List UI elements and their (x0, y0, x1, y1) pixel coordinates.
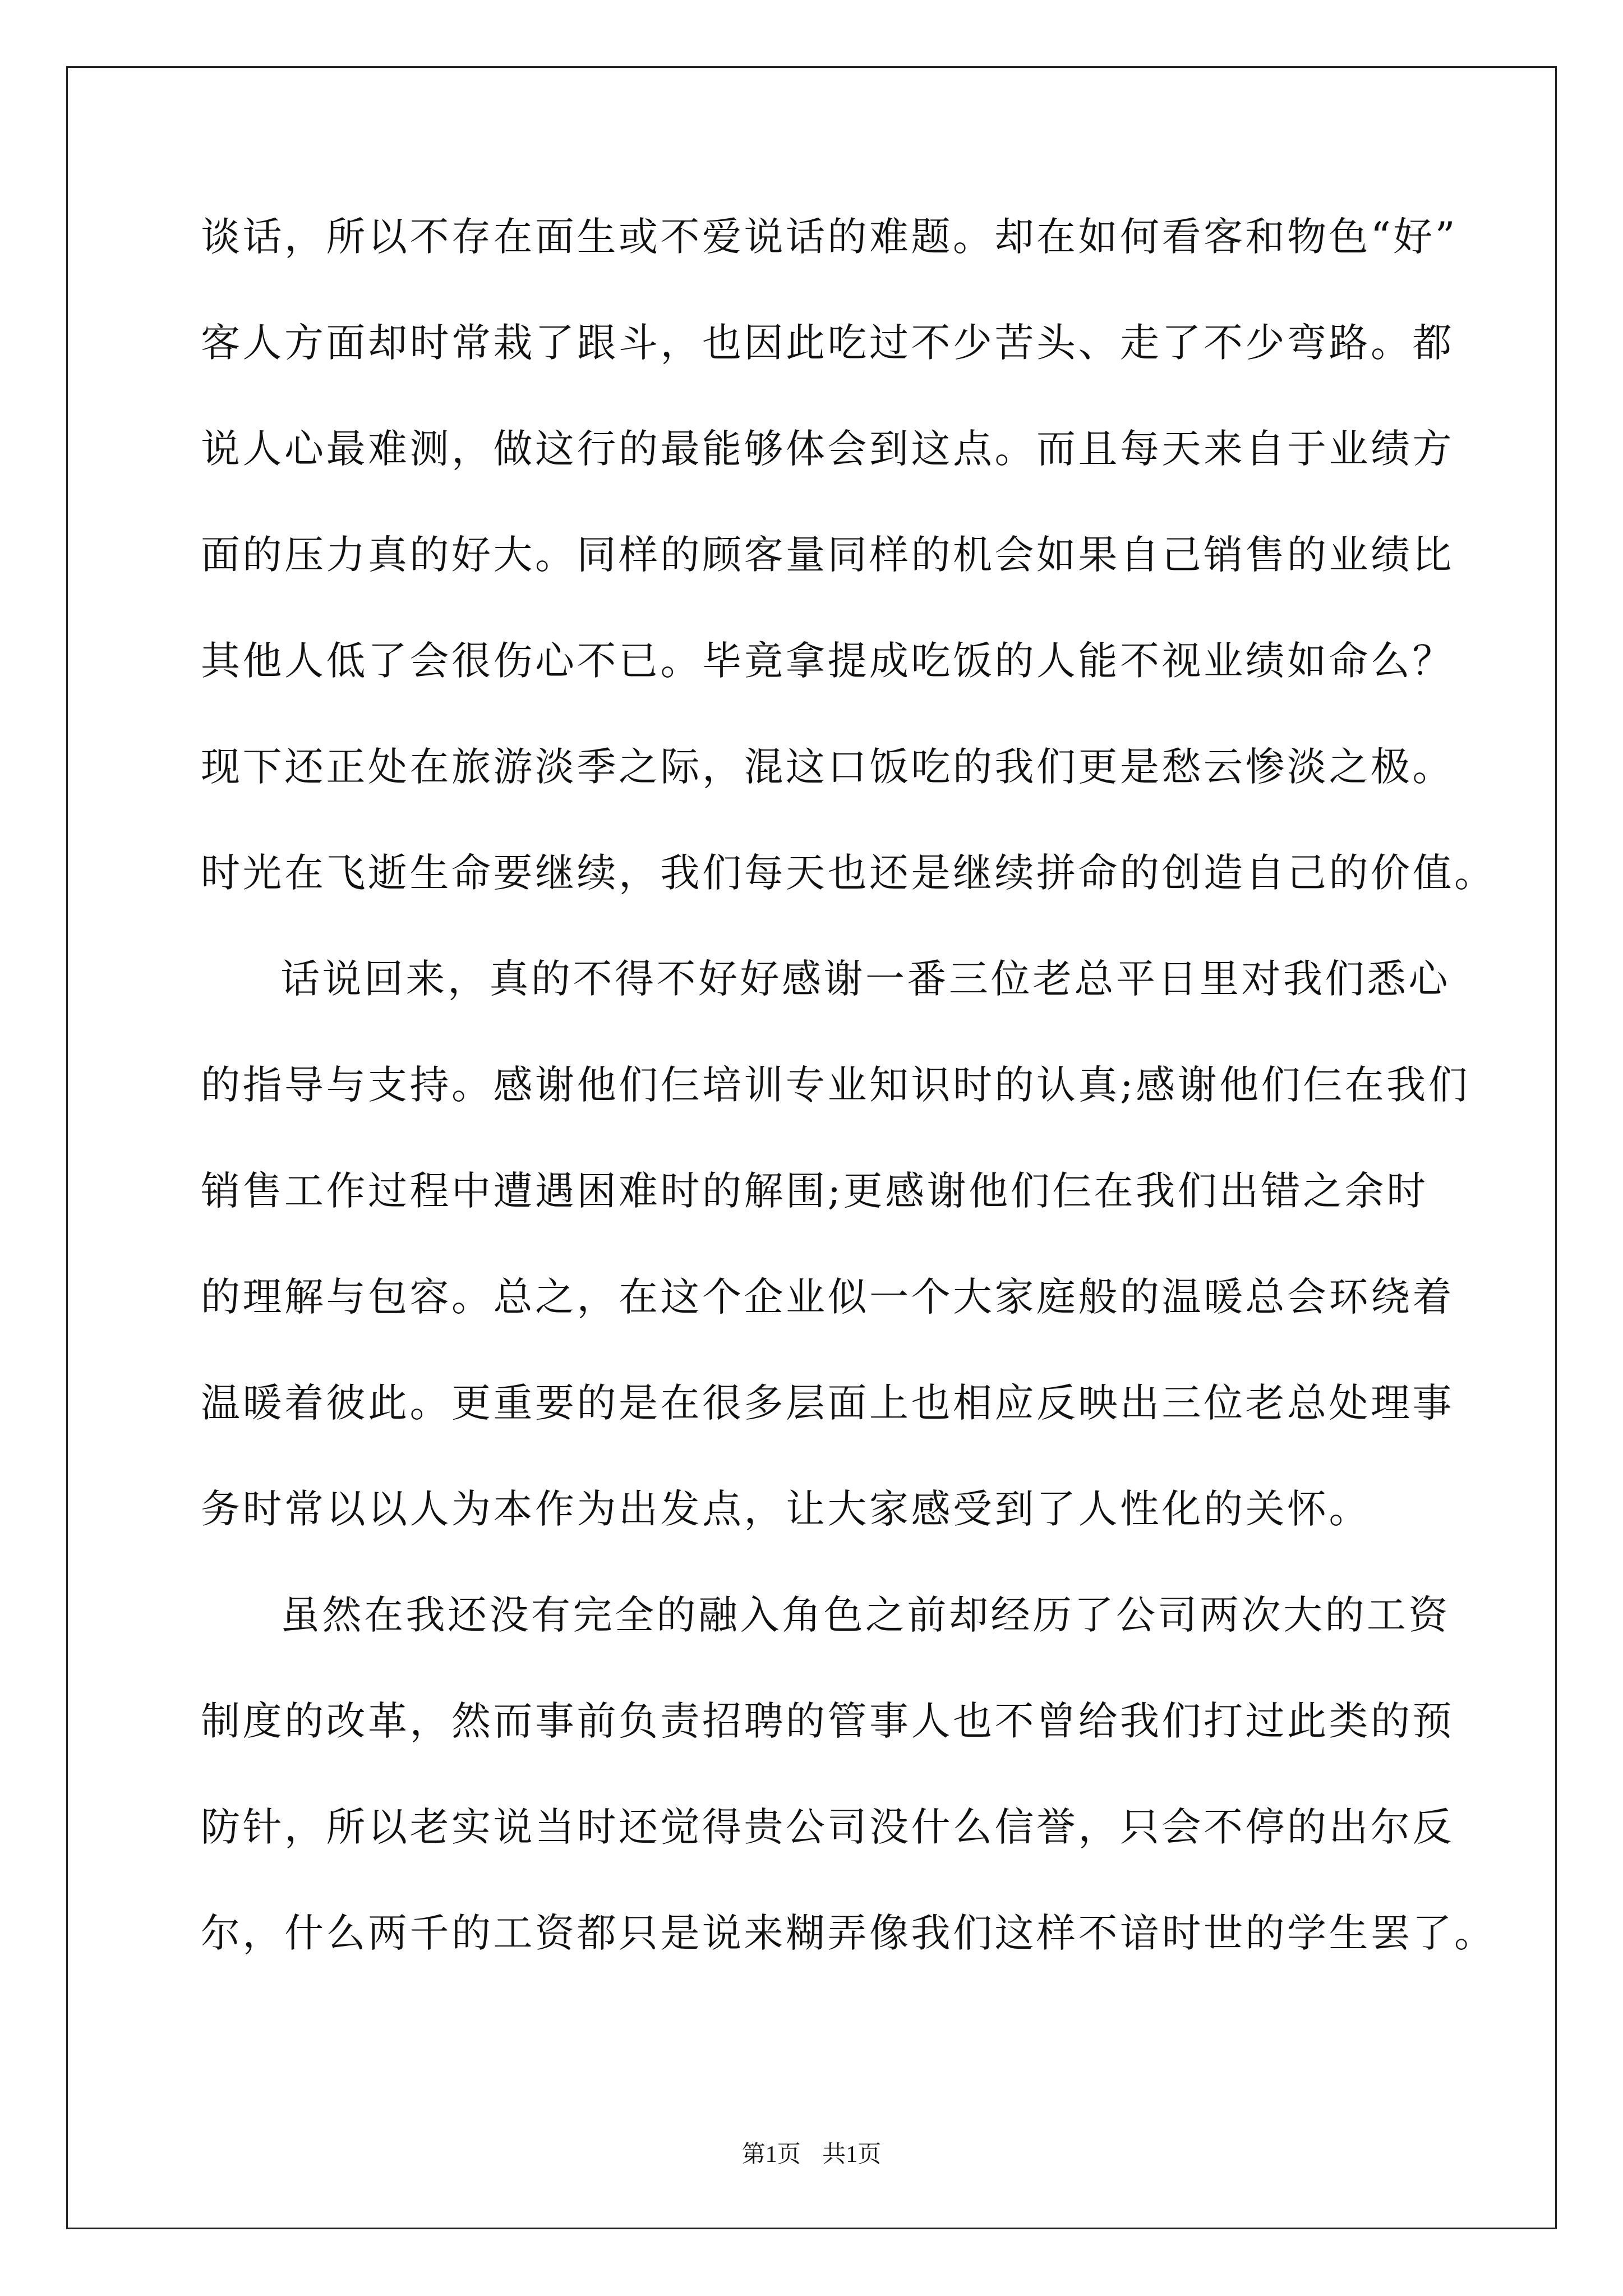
paragraph-start-line: 话说回来，真的不得不好好感谢一番三位老总平日里对我们悉心 (280, 956, 1450, 1002)
text-line: 销售工作过程中遭遇困难时的解围;更感谢他们仨在我们出错之余时 (201, 1168, 1428, 1214)
text-line: 防针，所以老实说当时还觉得贵公司没什么信誉，只会不停的出尔反 (201, 1804, 1454, 1850)
text-line: 的理解与包容。总之，在这个企业似一个大家庭般的温暖总会环绕着 (201, 1274, 1454, 1320)
page-footer (0, 2141, 1623, 2169)
text-line: 务时常以以人为本作为出发点，让大家感受到了人性化的关怀。 (201, 1486, 1371, 1532)
paragraph-start-line: 虽然在我还没有完全的融入角色之前却经历了公司两次大的工资 (280, 1592, 1450, 1638)
page-border (66, 66, 1557, 2229)
text-line: 说人心最难测，做这行的最能够体会到这点。而且每天来自于业绩方 (201, 426, 1454, 472)
text-line: 温暖着彼此。更重要的是在很多层面上也相应反映出三位老总处理事 (201, 1380, 1454, 1426)
text-line: 其他人低了会很伤心不已。毕竟拿提成吃饭的人能不视业绩如命么？ (201, 638, 1454, 684)
text-line: 面的压力真的好大。同样的顾客量同样的机会如果自己销售的业绩比 (201, 532, 1454, 578)
text-line: 制度的改革，然而事前负责招聘的管事人也不曾给我们打过此类的预 (201, 1698, 1454, 1744)
text-line: 谈话，所以不存在面生或不爱说话的难题。却在如何看客和物色“好” (201, 214, 1458, 260)
text-line: 现下还正处在旅游淡季之际，混这口饭吃的我们更是愁云惨淡之极。 (201, 744, 1454, 790)
page-number: 第1页 (741, 2142, 801, 2168)
text-line: 客人方面却时常栽了跟斗，也因此吃过不少苦头、走了不少弯路。都 (201, 320, 1454, 366)
text-line: 的指导与支持。感谢他们仨培训专业知识时的认真;感谢他们仨在我们 (201, 1062, 1470, 1108)
total-pages: 共1页 (822, 2142, 882, 2168)
text-line: 尔，什么两千的工资都只是说来糊弄像我们这样不谙时世的学生罢了。 (201, 1910, 1496, 1956)
text-line: 时光在飞逝生命要继续，我们每天也还是继续拼命的创造自己的价值。 (201, 850, 1496, 896)
